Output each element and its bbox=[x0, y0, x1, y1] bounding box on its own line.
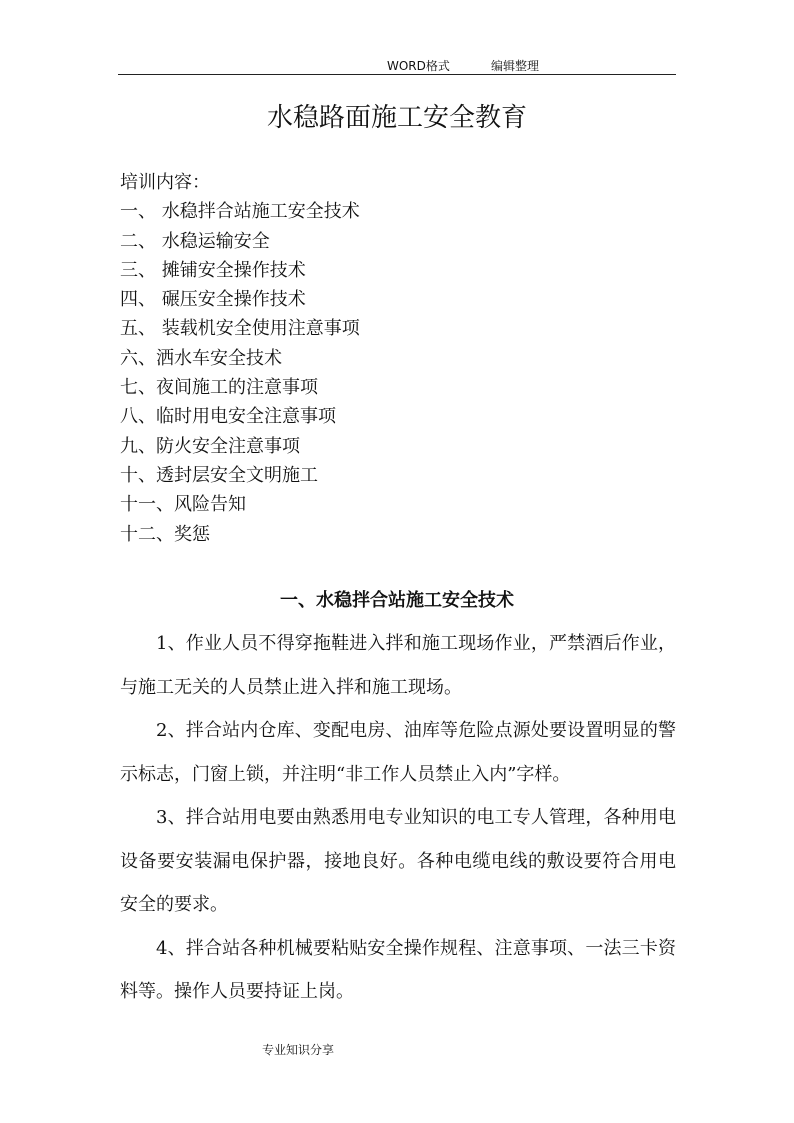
paragraph: 4、拌合站各种机械要粘贴安全操作规程、注意事项、一法三卡资料等。操作人员要持证上岗。 bbox=[120, 937, 676, 1002]
toc-item: 十一、风险告知 bbox=[120, 494, 246, 516]
section-body bbox=[120, 622, 676, 1014]
toc-item: 三、 摊铺安全操作技术 bbox=[120, 259, 306, 281]
training-contents bbox=[120, 168, 360, 549]
paragraph: 3、拌合站用电要由熟悉用电专业知识的电工专人管理，各种用电设备要安装漏电保护器，接地良好。各种电缆电线的敷设要符合用电安全的要求。 bbox=[120, 807, 676, 915]
toc-item: 五、 装载机安全使用注意事项 bbox=[120, 318, 360, 340]
toc-item: 四、 碾压安全操作技术 bbox=[120, 289, 306, 311]
toc-item: 二、 水稳运输安全 bbox=[120, 230, 270, 252]
toc-item: 十二、奖惩 bbox=[120, 523, 210, 545]
paragraph: 1、作业人员不得穿拖鞋进入拌和施工现场作业，严禁酒后作业，与施工无关的人员禁止进入拌和施工现场。 bbox=[120, 633, 676, 698]
toc-item: 九、防火安全注意事项 bbox=[120, 435, 300, 457]
toc-item: 十、透封层安全文明施工 bbox=[120, 464, 318, 486]
toc-item: 六、洒水车安全技术 bbox=[120, 347, 282, 369]
header-edit-label: 编辑整理 bbox=[491, 59, 540, 73]
section-heading: 一、水稳拌合站施工安全技术 bbox=[280, 590, 514, 611]
toc-item: 一、 水稳拌合站施工安全技术 bbox=[120, 201, 360, 223]
page-footer: 专业知识分享 bbox=[262, 1043, 335, 1057]
header-format-label: WORD格式 bbox=[387, 59, 450, 73]
document-title: 水稳路面施工安全教育 bbox=[266, 103, 527, 133]
paragraph: 2、拌合站内仓库、变配电房、油库等危险点源处要设置明显的警示标志，门窗上锁，并注明“非工作人员禁止入内”字样。 bbox=[120, 720, 676, 785]
toc-item: 八、临时用电安全注意事项 bbox=[120, 406, 336, 428]
page-header bbox=[118, 56, 676, 75]
toc-item: 七、夜间施工的注意事项 bbox=[120, 377, 318, 399]
training-contents-label: 培训内容： bbox=[120, 172, 210, 193]
